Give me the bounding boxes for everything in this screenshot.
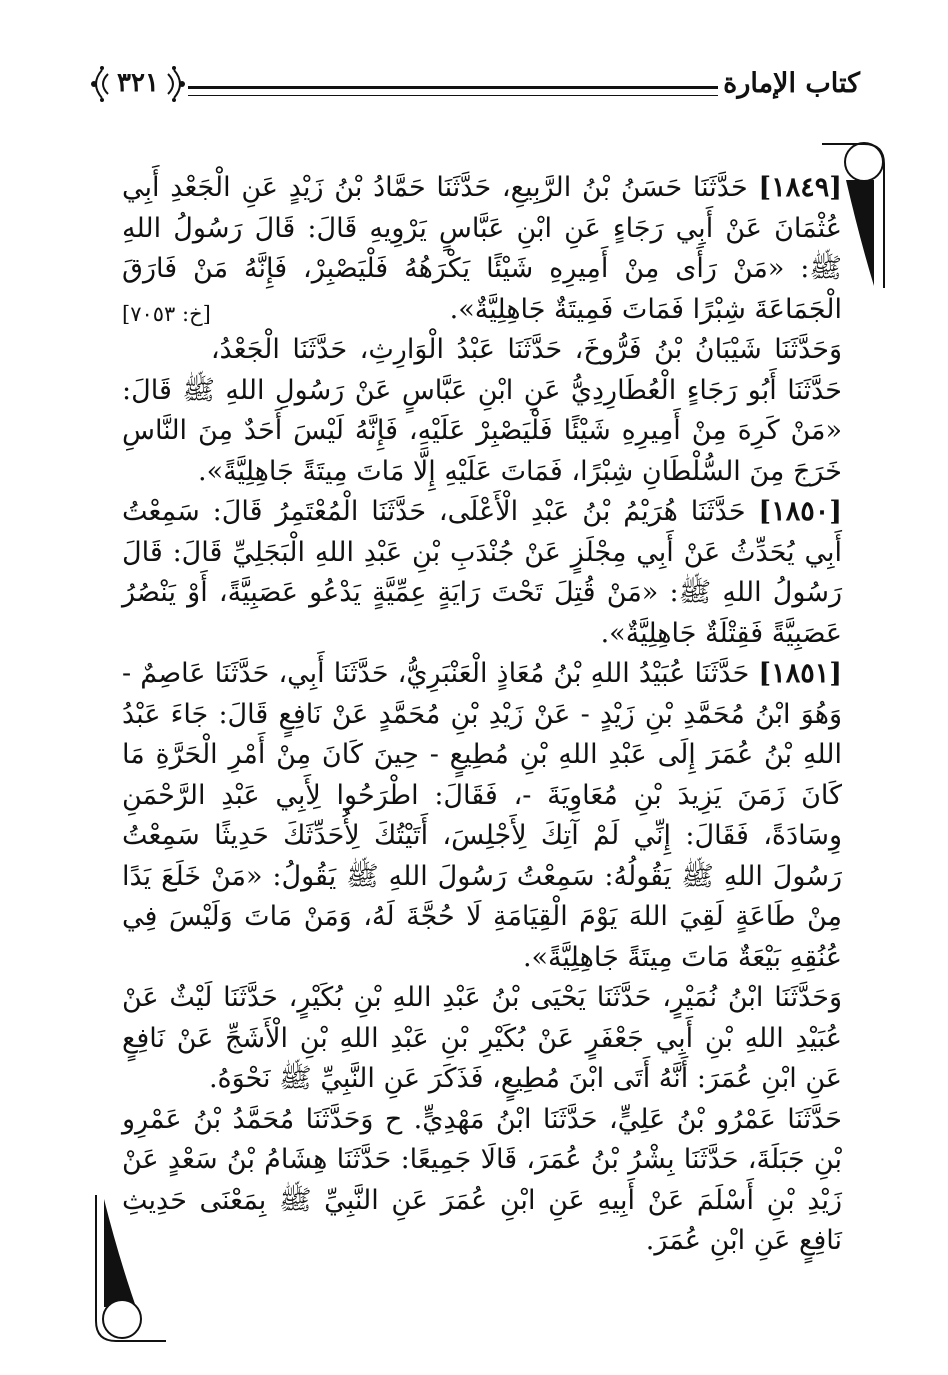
hadith-text: حَدَّثَنَا عَمْرُو بْنُ عَلِيٍّ، حَدَّثَنَا ابْنُ مَهْدِيٍّ. ح وَحَدَّثَنَا مُحَمَّدُ بْنُ عَمْرِو بْنِ جَبَلَةَ، حَدَّثَنَا بِشْرُ بْنُ عُمَرَ، قَالَا جَمِيعًا: حَدَّثَنَا هِشَامُ بْنُ سَعْدٍ عَنْ زَيْدِ بْنِ أَسْلَمَ عَنْ أَبِيهِ عَنِ ابْنِ عُمَرَ عَنِ النَّبِيِّ ﷺ بِمَعْنَى حَدِيثِ نَافِعٍ عَنِ ابْنِ عُمَرَ. bbox=[122, 1103, 842, 1256]
hadith-text: حَدَّثَنَا عُبَيْدُ اللهِ بْنُ مُعَاذٍ الْعَنْبَرِيُّ، حَدَّثَنَا أَبِي، حَدَّثَنَا عَاصِمٌ - وَهُوَ ابْنُ مُحَمَّدِ بْنِ زَيْدٍ - عَنْ زَيْدِ بْنِ مُحَمَّدٍ عَنْ نَافِعٍ قَالَ: جَاءَ عَبْدُ اللهِ بْنُ عُمَرَ إِلَى عَبْدِ اللهِ بْنِ مُطِيعٍ - حِينَ كَانَ مِنْ أَمْرِ الْحَرَّةِ مَا كَانَ زَمَنَ يَزِيدَ بْنِ مُعَاوِيَةَ -، فَقَالَ: اطْرَحُوا لِأَبِي عَبْدِ الرَّحْمَنِ وِسَادَةً، فَقَالَ: إِنِّي لَمْ آتِكَ لِأَجْلِسَ، أَتَيْتُكَ لِأُحَدِّثَكَ حَدِيثًا سَمِعْتُ رَسُولَ اللهِ ﷺ يَقُولُهُ: سَمِعْتُ رَسُولَ اللهِ ﷺ يَقُولُ: «مَنْ خَلَعَ يَدًا مِنْ طَاعَةٍ لَقِيَ اللهَ يَوْمَ الْقِيَامَةِ لَا حُجَّةَ لَهُ، وَمَنْ مَاتَ وَلَيْسَ فِي عُنُقِهِ بَيْعَةٌ مَاتَ مِيتَةً جَاهِلِيَّةً». bbox=[122, 658, 842, 973]
hadith-number: [١٨٥٠] bbox=[758, 496, 842, 527]
hadith-text: حَدَّثَنَا هُرَيْمُ بْنُ عَبْدِ الْأَعْلَى، حَدَّثَنَا الْمُعْتَمِرُ قَالَ: سَمِعْتُ أَبِي يُحَدِّثُ عَنْ أَبِي مِجْلَزٍ عَنْ جُنْدَبِ بْنِ عَبْدِ اللهِ الْبَجَلِيِّ قَالَ: قَالَ رَسُولُ اللهِ ﷺ: «مَنْ قُتِلَ تَحْتَ رَايَةٍ عِمِّيَّةٍ يَدْعُو عَصَبِيَّةً، أَوْ يَنْصُرُ عَصَبِيَّةً فَقِتْلَةٌ جَاهِلِيَّةٌ». bbox=[122, 496, 842, 649]
hadith-text-body bbox=[122, 168, 842, 1262]
hadith-paragraph-1849 bbox=[122, 168, 842, 330]
hadith-text: وَحَدَّثَنَا ابْنُ نُمَيْرٍ، حَدَّثَنَا يَحْيَى بْنُ عَبْدِ اللهِ بْنِ بُكَيْرٍ، حَدَّثَنَا لَيْثٌ عَنْ عُبَيْدِ اللهِ بْنِ أَبِي جَعْفَرٍ عَنْ بُكَيْرِ بْنِ عَبْدِ اللهِ بْنِ الْأَشَجِّ عَنْ نَافِعٍ عَنِ ابْنِ عُمَرَ: أَنَّهُ أَتَى ابْنَ مُطِيعٍ، فَذَكَرَ عَنِ النَّبِيِّ ﷺ نَحْوَهُ. bbox=[122, 982, 842, 1094]
hadith-paragraph-1850 bbox=[122, 492, 842, 654]
header-rule bbox=[188, 86, 718, 96]
hadith-number: [١٨٤٩] bbox=[758, 172, 842, 203]
hadith-number: [١٨٥١] bbox=[758, 658, 842, 689]
book-title: كتاب الإمارة bbox=[723, 68, 860, 99]
hadith-paragraph-1851 bbox=[122, 654, 842, 978]
hadith-paragraph-1851-variant-1 bbox=[122, 978, 842, 1100]
hadith-text: حَدَّثَنَا حَسَنُ بْنُ الرَّبِيعِ، حَدَّثَنَا حَمَّادُ بْنُ زَيْدٍ عَنِ الْجَعْدِ أَبِي عُثْمَانَ عَنْ أَبِي رَجَاءٍ عَنِ ابْنِ عَبَّاسٍ يَرْوِيهِ قَالَ: قَالَ رَسُولُ اللهِ ﷺ: «مَنْ رَأَى مِنْ أَمِيرِهِ شَيْئًا يَكْرَهُهُ فَلْيَصْبِرْ، فَإِنَّهُ مَنْ فَارَقَ الْجَمَاعَةَ شِبْرًا فَمَاتَ فَمِيتَةٌ جَاهِلِيَّةٌ». bbox=[122, 172, 842, 325]
source-reference: [خ: ٧٠٥٣] bbox=[122, 301, 211, 326]
hadith-paragraph-1849-variant bbox=[122, 330, 842, 492]
hadith-text: وَحَدَّثَنَا شَيْبَانُ بْنُ فَرُّوخَ، حَدَّثَنَا عَبْدُ الْوَارِثِ، حَدَّثَنَا الْجَعْدُ، حَدَّثَنَا أَبُو رَجَاءٍ الْعُطَارِدِيُّ عَنِ ابْنِ عَبَّاسٍ عَنْ رَسُولِ اللهِ ﷺ قَالَ: «مَنْ كَرِهَ مِنْ أَمِيرِهِ شَيْئًا فَلْيَصْبِرْ عَلَيْهِ، فَإِنَّهُ لَيْسَ أَحَدٌ مِنَ النَّاسِ خَرَجَ مِنَ السُّلْطَانِ شِبْرًا، فَمَاتَ عَلَيْهِ إِلَّا مَاتَ مِيتَةً جَاهِلِيَّةً». bbox=[122, 334, 842, 487]
hadith-paragraph-1851-variant-2 bbox=[122, 1100, 842, 1262]
page-header bbox=[88, 62, 860, 106]
page-number: ٣٢١ bbox=[117, 68, 159, 98]
